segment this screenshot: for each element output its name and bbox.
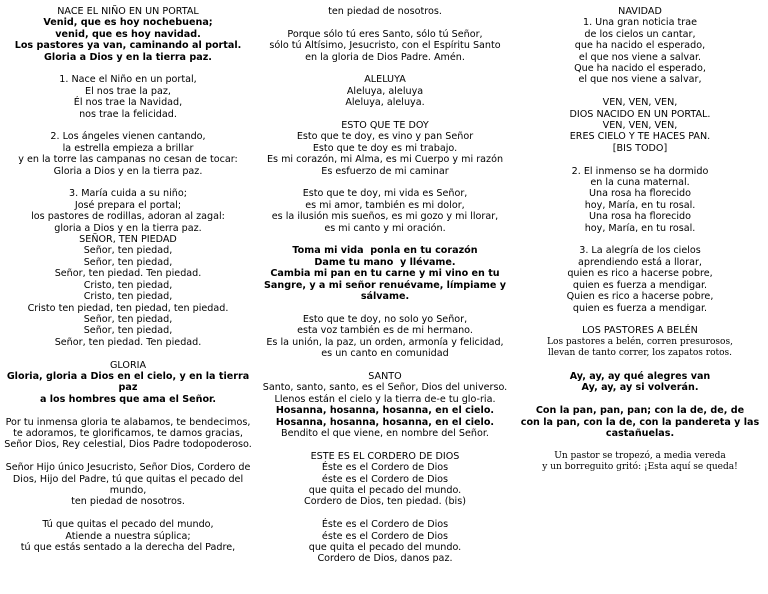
text-line: venid, que es hoy navidad. — [55, 28, 201, 40]
text-line: Bendito el que viene, en nombre del Señor. — [281, 427, 489, 439]
text-line: quien es rico a hacerse pobre, — [567, 268, 713, 280]
stanza-spacer — [520, 86, 760, 97]
text-line: Toma mi vida ponla en tu corazón — [292, 245, 478, 257]
text-block — [258, 451, 512, 508]
text-line: quien es fuerza a mendigar. — [572, 302, 708, 314]
text-line: Señor, ten piedad, — [83, 256, 173, 268]
text-block — [520, 405, 763, 439]
text-line: hoy, María, en tu rosal. — [584, 222, 696, 234]
stanza-spacer — [520, 154, 760, 165]
text-line: éste es el Cordero de Dios — [321, 473, 449, 485]
text-line: hoy, María, en tu rosal. — [584, 199, 696, 211]
text-line: SANTO — [368, 370, 402, 382]
text-block — [4, 74, 252, 120]
text-line: DIOS NACIDO EN UN PORTAL. — [569, 108, 711, 120]
text-block — [4, 131, 252, 177]
text-line: es mi canto y mi oración. — [324, 222, 446, 234]
text-block — [520, 451, 760, 474]
text-line: llevan de tanto correr, los zapatos rotos. — [548, 348, 732, 359]
text-line: es la ilusión mis sueños, es mi gozo y mi llorar, — [271, 211, 499, 223]
text-line: VEN, VEN, VEN, — [602, 97, 678, 109]
text-line: Por tu inmensa gloria te alabamos, te bendecimos, te adoramos, te glorificamos, te damos gracias, Señor Dios, Rey celestial, Dios Padre todopoderoso. — [4, 416, 254, 451]
text-line: 3. La alegría de los cielos — [579, 245, 701, 257]
text-line: ten piedad de nosotros. — [71, 496, 185, 508]
text-line: Cristo, ten piedad, — [83, 279, 173, 291]
text-block — [520, 166, 760, 234]
text-line: Los pastores ya van, caminando al portal. — [14, 40, 242, 52]
text-line: Gloria a Dios y en la tierra paz. — [53, 165, 203, 177]
text-line: SEÑOR, TEN PIEDAD — [79, 234, 177, 246]
text-line: Dame tu mano y llévame. — [314, 256, 456, 268]
text-line: 1. Una gran noticia trae — [582, 17, 697, 29]
text-line: Porque sólo tú eres Santo, sólo tú Señor, — [287, 28, 483, 40]
stanza-spacer — [520, 439, 760, 450]
text-line: Esto que te doy, no solo yo Señor, — [302, 313, 468, 325]
text-line: 3. María cuida a su niño; — [69, 188, 187, 200]
stanza-spacer — [520, 314, 760, 325]
text-line: Aleluya, aleluya. — [345, 97, 425, 109]
text-line: Una rosa ha florecido — [588, 211, 692, 223]
text-block — [258, 74, 512, 108]
text-line: LOS PASTORES A BELÉN — [582, 325, 698, 337]
stanza-spacer — [258, 63, 512, 74]
stanza-spacer — [258, 234, 512, 245]
text-block — [4, 17, 252, 63]
text-line: aprendiendo está a llorar, — [578, 256, 702, 268]
stanza-spacer — [520, 234, 760, 245]
text-line: que quita el pecado del mundo. — [308, 541, 462, 553]
text-line: Un pastor se tropezó, a media vereda — [554, 450, 726, 461]
column-right — [520, 6, 763, 474]
stanza-spacer — [4, 63, 252, 74]
text-line: Señor, ten piedad, — [83, 245, 173, 257]
stanza-spacer — [4, 177, 252, 188]
text-line: el que nos viene a salvar. — [578, 51, 702, 63]
text-line: Éste es el Cordero de Dios — [321, 519, 449, 531]
text-block — [4, 6, 252, 17]
column-middle — [258, 6, 512, 565]
text-line: la estrella empieza a brillar — [62, 142, 194, 154]
text-line: éste es el Cordero de Dios — [321, 530, 449, 542]
text-line: Esto que te doy, mi vida es Señor, — [302, 188, 468, 200]
text-line: Cristo, ten piedad, — [83, 291, 173, 303]
text-line: Tú que quitas el pecado del mundo, — [42, 519, 214, 531]
text-line: El nos trae la paz, — [85, 85, 171, 97]
text-block — [520, 337, 760, 360]
text-line: Aleluya, aleluya — [346, 85, 424, 97]
text-line: Es esfuerzo de mi caminar — [321, 165, 449, 177]
text-line: ERES CIELO Y TE HACES PAN. — [569, 131, 711, 143]
text-block — [4, 371, 252, 405]
text-line: es mi amor, también es mi dolor, — [305, 199, 465, 211]
text-line: Llenos están el cielo y la tierra de-e tu glo-ria. — [274, 393, 496, 405]
text-line: Venid, que es hoy nochebuena; — [43, 17, 213, 29]
text-line: Quien es rico a hacerse pobre, — [566, 291, 714, 303]
text-line: Los pastores a belén, corren presurosos, — [547, 336, 733, 347]
stanza-spacer — [4, 405, 252, 416]
text-block — [520, 97, 760, 154]
text-line: nos trae la felicidad. — [79, 108, 177, 120]
text-line: Señor, ten piedad. Ten piedad. — [54, 268, 202, 280]
text-block — [258, 519, 512, 565]
stanza-spacer — [520, 360, 760, 371]
text-line: sólo tú Altísimo, Jesucristo, con el Espíritu Santo — [269, 40, 501, 52]
text-line: Señor, ten piedad. Ten piedad. — [54, 336, 202, 348]
text-block — [4, 234, 252, 348]
text-line: el que nos viene a salvar, — [578, 74, 702, 86]
text-block — [258, 6, 512, 17]
text-block — [4, 462, 252, 508]
text-line: que quita el pecado del mundo. — [308, 484, 462, 496]
text-line: Cambia mi pan en tu carne y mi vino en tu Sangre, y a mi señor renuévame, límpiame y sálvame. — [264, 268, 510, 303]
text-block — [258, 245, 512, 302]
text-line: ESTO QUE TE DOY — [341, 120, 429, 132]
text-block — [4, 519, 252, 553]
text-line: Hosanna, hosanna, hosanna, en el cielo. — [275, 416, 495, 428]
text-block — [520, 245, 760, 313]
text-block — [258, 120, 512, 177]
text-block — [258, 405, 512, 428]
stanza-spacer — [258, 302, 512, 313]
text-line: gloria a Dios y en la tierra paz. — [54, 222, 202, 234]
text-line: Gloria, gloria a Dios en el cielo, y en la tierra paz — [6, 370, 253, 394]
text-line: Señor, ten piedad, — [83, 325, 173, 337]
text-line: José prepara el portal; — [74, 199, 182, 211]
stanza-spacer — [4, 120, 252, 131]
text-block — [258, 371, 512, 405]
text-line: Que ha nacido el esperado, — [574, 63, 706, 75]
stanza-spacer — [4, 451, 252, 462]
text-block — [4, 188, 252, 234]
text-line: Atiende a nuestra súplica; — [65, 530, 191, 542]
text-line: es un canto en comunidad — [321, 348, 449, 360]
text-line: esta voz también es de mi hermano. — [297, 325, 473, 337]
stanza-spacer — [520, 394, 760, 405]
text-line: Santo, santo, santo, es el Señor, Dios del universo. — [262, 382, 508, 394]
text-line: los pastores de rodillas, adoran al zagal: — [31, 211, 225, 223]
stanza-spacer — [258, 17, 512, 28]
text-line: Esto que te doy es mi trabajo. — [312, 142, 458, 154]
text-line: VEN, VEN, VEN, — [602, 120, 678, 132]
text-line: NAVIDAD — [618, 6, 662, 17]
text-line: NACE EL NIÑO EN UN PORTAL — [57, 6, 199, 17]
text-line: Esto que te doy, es vino y pan Señor — [296, 131, 474, 143]
text-block — [258, 428, 512, 439]
text-line: Ay, ay, ay qué alegres van — [569, 370, 711, 382]
text-line: con la pan, con la de, con la pandereta y las castañuelas. — [520, 416, 763, 439]
stanza-spacer — [258, 177, 512, 188]
text-block — [258, 188, 512, 234]
text-line: tú que estás sentado a la derecha del Padre, — [20, 541, 236, 553]
text-line: Ay, ay, ay si volverán. — [581, 382, 699, 394]
text-line: Una rosa ha florecido — [588, 188, 692, 200]
text-line: 2. El inmenso se ha dormido — [571, 165, 709, 177]
text-line: Éste es el Cordero de Dios — [321, 462, 449, 474]
text-block — [258, 29, 512, 63]
text-block — [520, 371, 760, 394]
stanza-spacer — [258, 439, 512, 450]
text-line: quien es fuerza a mendigar. — [572, 279, 708, 291]
text-line: [BIS TODO] — [612, 142, 668, 154]
text-line: que ha nacido el esperado, — [574, 40, 706, 52]
text-line: ESTE ES EL CORDERO DE DIOS — [310, 450, 460, 462]
stanza-spacer — [4, 348, 252, 359]
text-block — [4, 360, 252, 371]
text-block — [4, 417, 252, 451]
text-line: Es mi corazón, mi Alma, es mi Cuerpo y mi razón — [266, 154, 504, 166]
text-line: 2. Los ángeles vienen cantando, — [50, 131, 206, 143]
text-line: Señor, ten piedad, — [83, 313, 173, 325]
stanza-spacer — [4, 508, 252, 519]
text-line: 1. Nace el Niño en un portal, — [59, 74, 197, 86]
text-line: Gloria a Dios y en la tierra paz. — [44, 51, 212, 63]
text-line: ten piedad de nosotros. — [328, 6, 442, 17]
text-block — [520, 325, 760, 336]
text-line: Cristo ten piedad, ten piedad, ten piedad. — [27, 302, 229, 314]
text-line: en la gloria de Dios Padre. Amén. — [305, 51, 465, 63]
text-line: y en la torre las campanas no cesan de tocar: — [18, 154, 238, 166]
text-line: Es la unión, la paz, un orden, armonía y felicidad, — [266, 336, 504, 348]
stanza-spacer — [258, 109, 512, 120]
text-line: Hosanna, hosanna, hosanna, en el cielo. — [275, 405, 495, 417]
stanza-spacer — [258, 508, 512, 519]
text-line: ALELUYA — [364, 74, 406, 86]
text-line: Con la pan, pan, pan; con la de, de, de — [535, 405, 745, 417]
text-line: GLORIA — [109, 359, 147, 371]
text-block — [258, 314, 512, 360]
text-line: Cordero de Dios, ten piedad. (bis) — [304, 496, 466, 508]
stanza-spacer — [258, 360, 512, 371]
text-line: Cordero de Dios, danos paz. — [317, 553, 453, 565]
column-left — [4, 6, 252, 553]
text-line: y un borreguito gritó: ¡Esta aquí se queda! — [542, 462, 738, 473]
text-line: a los hombres que ama el Señor. — [39, 393, 217, 405]
text-line: Señor Hijo único Jesucristo, Señor Dios, Cordero de Dios, Hijo del Padre, tú que quitas el pecado del mundo, — [5, 462, 254, 496]
text-block — [520, 6, 760, 86]
text-line: en la cuna maternal. — [590, 177, 690, 189]
text-line: de los cielos un cantar, — [584, 28, 696, 40]
text-line: Él nos trae la Navidad, — [73, 97, 183, 109]
